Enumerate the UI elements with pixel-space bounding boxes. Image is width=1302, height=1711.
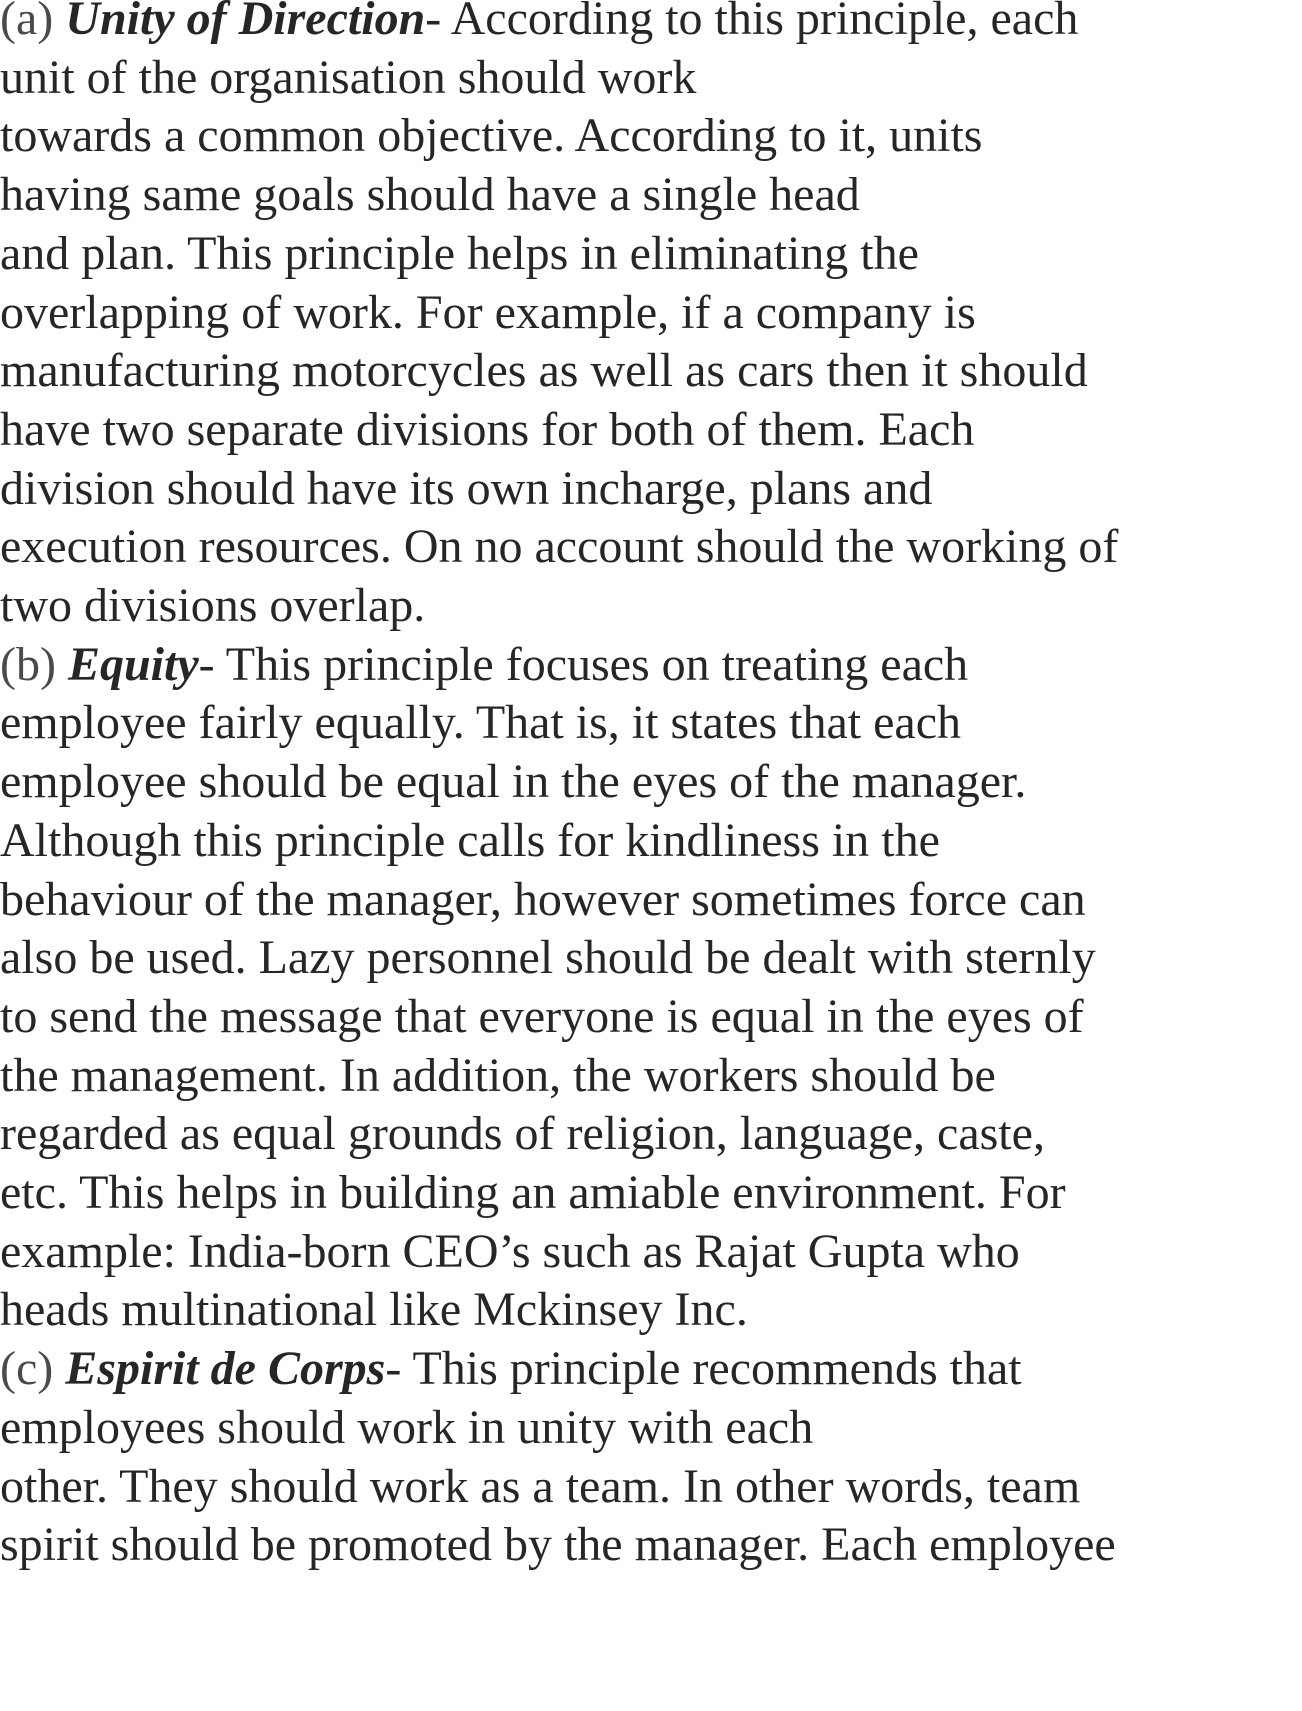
text-line: regarded as equal grounds of religion, language, caste, [0, 1107, 1045, 1161]
text-line: unit of the organisation should work [0, 50, 697, 104]
text-span: - This principle recommends that [385, 1342, 1022, 1396]
principle-section [0, 636, 1118, 1340]
principle-term: Equity [67, 637, 199, 691]
text-line [0, 636, 1118, 695]
text-line: etc. This helps in building an amiable environment. For [0, 1166, 1066, 1220]
text-line: spirit should be promoted by the manager. Each employee [0, 1518, 1116, 1572]
text-line: and plan. This principle helps in eliminating the [0, 226, 919, 280]
section-label: (c) [0, 1342, 66, 1396]
principle-section [0, 1340, 1118, 1575]
text-line: two divisions overlap. [0, 579, 426, 633]
section-label: (a) [0, 0, 66, 45]
text-line: towards a common objective. According to it, units [0, 109, 983, 163]
text-line: overlapping of work. For example, if a company is [0, 285, 976, 339]
text-line: also be used. Lazy personnel should be dealt with sternly [0, 931, 1096, 985]
text-line: employee fairly equally. That is, it states that each [0, 696, 962, 750]
text-line [0, 0, 1118, 49]
text-line: Although this principle calls for kindliness in the [0, 813, 940, 867]
text-line: other. They should work as a team. In other words, team [0, 1459, 1081, 1513]
text-line: having same goals should have a single head [0, 168, 860, 222]
text-line [0, 1340, 1118, 1399]
text-line: manufacturing motorcycles as well as cars then it should [0, 344, 1088, 398]
section-label: (b) [0, 637, 68, 691]
text-line: to send the message that everyone is equal in the eyes of [0, 989, 1084, 1043]
text-line: behaviour of the manager, however sometimes force can [0, 872, 1086, 926]
principle-term: Espirit de Corps [65, 1342, 386, 1396]
text-line: have two separate divisions for both of them. Each [0, 402, 975, 456]
text-line: heads multinational like Mckinsey Inc. [0, 1283, 748, 1337]
text-line: employee should be equal in the eyes of the manager. [0, 755, 1027, 809]
principle-section [0, 0, 1118, 636]
principle-term: Unity of Direction [65, 0, 426, 45]
text-line: division should have its own incharge, plans and [0, 461, 933, 515]
text-span: - This principle focuses on treating each [198, 637, 969, 691]
text-line: the management. In addition, the workers should be [0, 1048, 996, 1102]
text-line: employees should work in unity with each [0, 1400, 814, 1454]
text-line: execution resources. On no account should the working of [0, 520, 1119, 574]
text-span: - According to this principle, each [425, 0, 1079, 45]
text-line: example: India-born CEO’s such as Rajat Gupta who [0, 1224, 1020, 1278]
